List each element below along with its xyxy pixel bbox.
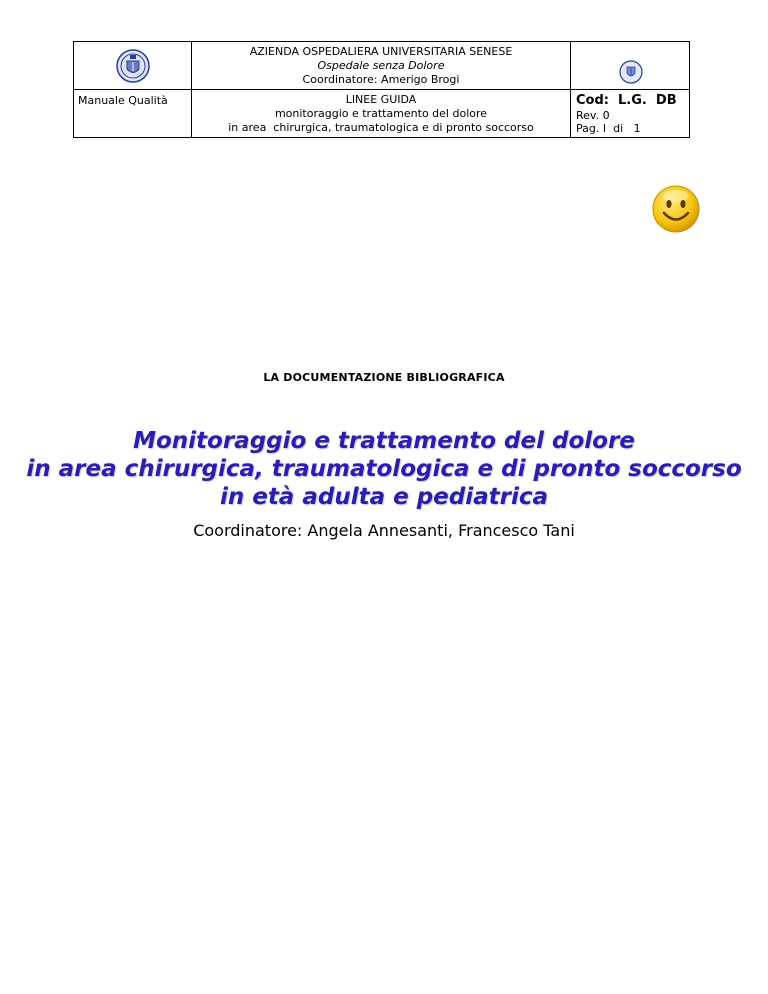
guideline-line-1: monitoraggio e trattamento del dolore [274,107,488,120]
section-label: LA DOCUMENTAZIONE BIBLIOGRAFICA [263,371,505,384]
document-code: Cod: L.G. DB [576,93,677,108]
document-code-cell [571,90,690,137]
organization-cell [192,42,571,90]
coordinators: Coordinatore: Angela Annesanti, Francesco Tani [193,521,575,540]
program-name: Ospedale senza Dolore [317,59,445,72]
header-coordinator: Coordinatore: Amerigo Brogi [302,73,460,86]
right-logo-cell [571,42,690,90]
title-line-3: in età adulta e pediatrica [219,484,549,510]
left-logo-cell [74,42,192,90]
guideline-type: LINEE GUIDA [345,93,417,106]
organization-name: AZIENDA OSPEDALIERA UNIVERSITARIA SENESE [249,45,513,58]
university-seal-logo-icon [619,60,643,84]
manual-cell: Manuale Qualità [74,90,192,137]
document-header-table [73,41,690,138]
guideline-line-2: in area chirurgica, traumatologica e di pronto soccorso [228,121,534,134]
hospital-seal-logo-icon [116,49,150,83]
smiley-face-icon [651,184,701,234]
guideline-cell [192,90,571,137]
document-title [0,427,768,511]
title-line-2: in area chirurgica, traumatologica e di pronto soccorso [26,456,742,482]
title-line-1: Monitoraggio e trattamento del dolore [133,428,635,454]
page-number: Pag. I di 1 [576,122,641,135]
revision-number: Rev. 0 [576,109,610,122]
